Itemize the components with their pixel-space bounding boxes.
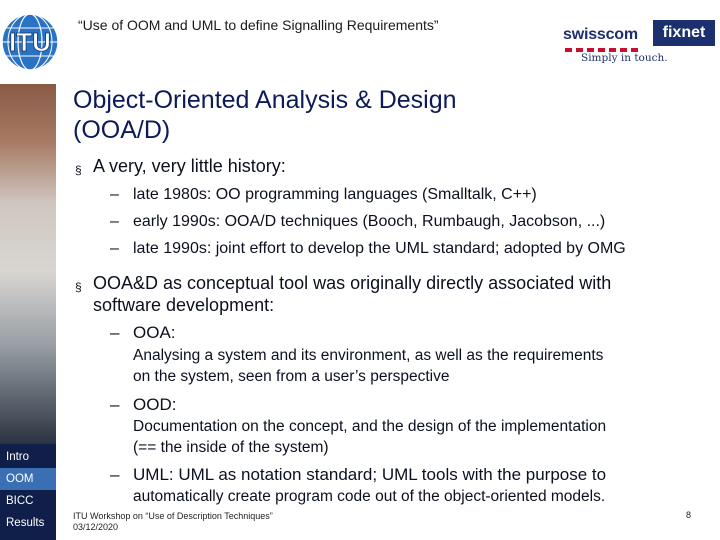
bullet-marker: § <box>75 163 82 177</box>
sub-bullet-marker: – <box>110 395 120 414</box>
section-nav <box>0 444 56 540</box>
nav-item-bicc[interactable]: BICC <box>6 495 34 507</box>
sub-bullet-marker: – <box>110 213 119 230</box>
itu-logo <box>0 8 62 76</box>
sub-bullet-text: early 1990s: OOA/D techniques (Booch, Rumbaugh, Jacobson, ...) <box>133 213 606 230</box>
sub-bullet-marker: – <box>110 240 119 257</box>
page-number: 8 <box>686 510 692 520</box>
nav-item-intro[interactable]: Intro <box>6 451 30 463</box>
bullet-text-line-2: software development: <box>93 295 275 315</box>
sub-bullet-marker: – <box>110 465 120 484</box>
footer-date: 03/12/2020 <box>73 522 119 532</box>
sidebar-photo <box>0 84 56 444</box>
nav-item-oom[interactable]: OOM <box>0 468 56 490</box>
header-title: “Use of OOM and UML to define Signalling Requirements” <box>78 17 439 33</box>
slide-title-line-1: Object-Oriented Analysis & Design <box>73 86 457 114</box>
slide-title-line-2: (OOA/D) <box>73 116 171 144</box>
sub-bullet-text: UML: UML as notation standard; UML tools with the purpose to <box>133 465 607 484</box>
ood-description <box>133 416 703 458</box>
bullet-text <box>93 272 698 316</box>
swisscom-tagline: Simply in touch. <box>581 52 668 64</box>
ood-description-line-2: (== the inside of the system) <box>133 439 329 456</box>
ood-description-line-1: Documentation on the concept, and the design of the implementation <box>133 418 607 435</box>
ooa-description-line-2: on the system, seen from a user’s perspective <box>133 368 450 385</box>
sub-bullet-text: late 1990s: joint effort to develop the UML standard; adopted by OMG <box>133 240 626 257</box>
footer-workshop: ITU Workshop on “Use of Description Techniques” <box>73 511 273 521</box>
uml-description-line-2: automatically create program code out of the object-oriented models. <box>133 488 606 505</box>
swisscom-wordmark: swisscom <box>563 26 638 43</box>
sub-bullet-marker: – <box>110 323 120 342</box>
ooa-description <box>133 345 703 387</box>
uml-description <box>133 486 703 507</box>
sub-bullet-label: OOD: <box>133 395 177 414</box>
bullet-text-line-1: OOA&D as conceptual tool was originally directly associated with <box>93 273 612 293</box>
ooa-description-line-1: Analysing a system and its environment, as well as the requirements <box>133 347 604 364</box>
bullet-text: A very, very little history: <box>93 156 286 176</box>
sub-bullet-marker: – <box>110 186 119 203</box>
sub-bullet-label: OOA: <box>133 323 176 342</box>
fixnet-wordmark: fixnet <box>653 20 715 46</box>
swisscom-fixnet-logo <box>563 20 713 70</box>
nav-item-results[interactable]: Results <box>6 517 45 529</box>
sub-bullet-text: late 1980s: OO programming languages (Smalltalk, C++) <box>133 186 537 203</box>
footer <box>73 511 273 533</box>
left-sidebar <box>0 84 56 540</box>
slide-title <box>73 85 633 145</box>
svg-text:ITU: ITU <box>9 27 51 57</box>
bullet-marker: § <box>75 280 82 294</box>
